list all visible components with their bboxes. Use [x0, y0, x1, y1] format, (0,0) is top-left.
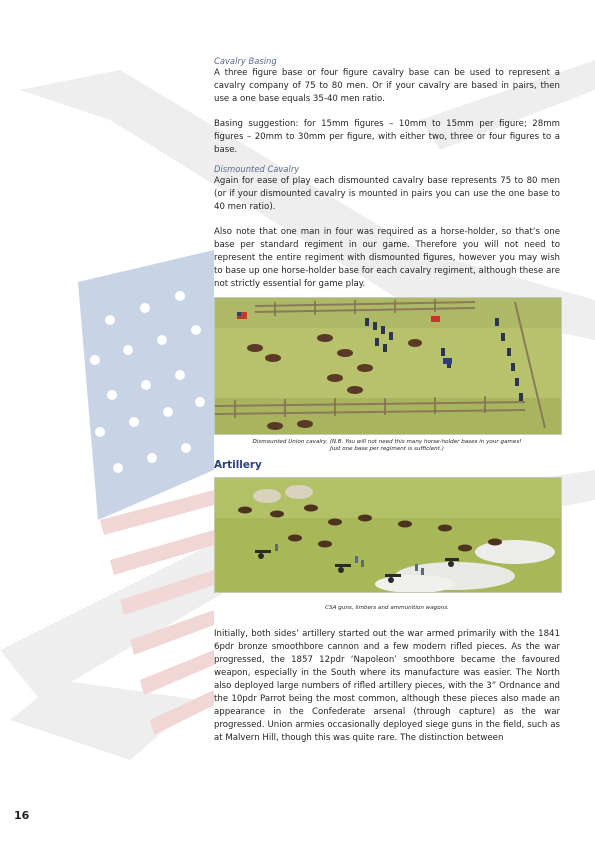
- cavalry-basing-paragraph-2: Basing suggestion: for 15mm figures – 10mm to 15mm per figure; 28mm figures – 20mm to 30mm per figure, with either two, three or four figures to a base.: [214, 118, 560, 155]
- dismounted-union-cavalry-photo: [214, 297, 562, 435]
- main-column: [214, 56, 560, 744]
- dismounted-cavalry-paragraph-2: Also note that one man in four was required as a horse-holder, so that’s one base per standard regiment in our game. Therefore you will not need to represent the entire regiment with dismounted figures, however you may wish to base up one horse-holder base for each cavalry regiment, although these are not strictly essential for game play.: [214, 227, 560, 289]
- dismounted-cavalry-paragraph-1: Again for ease of play each dismounted cavalry base represents 75 to 80 men (or if your dismounted cavalry is mounted in pairs you can use the one base to 40 men ratio).: [214, 176, 560, 213]
- figure-1-caption-line-2: Just one base per regiment is sufficient.): [330, 445, 444, 452]
- dismounted-cavalry-heading: Dismounted Cavalry: [214, 164, 300, 175]
- figure-1-caption-line-1: Dismounted Union cavalry. (N.B. You will not need this many horse-holder bases in your games!: [252, 438, 522, 445]
- page-number: 16: [14, 809, 30, 822]
- artillery-heading: Artillery: [214, 459, 262, 472]
- cavalry-basing-paragraph-1: A three figure base or four figure cavalry base can be used to represent a cavalry company of 75 to 80 men. Or if your cavalry are based in pairs, then use a one base equals 35-40 men ratio.: [214, 68, 560, 104]
- csa-artillery-photo: [214, 477, 562, 593]
- artillery-paragraph-1: Initially, both sides’ artillery started out the war armed primarily with the 1841 6pdr bronze smoothbore cannon and a few modern rifled pieces. As the war progressed, the 1857 12pdr ‘Napoleon’ smoothbore became the favoured weapon, especially in the South where its manufacture was easier. The North also deployed large numbers of rifled artillery pieces, with the 3” Ordnance and the 10pdr Parrot being the most common, although these pieces also made an appearance in the Confederate arsenal (through capture) as the war progressed. Union armies occasionally deployed siege guns in the field, such as at Malvern Hill, though this was quite rare. The distinction between: [214, 629, 560, 743]
- artillery-photo-caption: CSA guns, limbers and ammunition wagons.: [325, 605, 449, 612]
- cavalry-basing-heading: Cavalry Basing: [214, 56, 277, 66]
